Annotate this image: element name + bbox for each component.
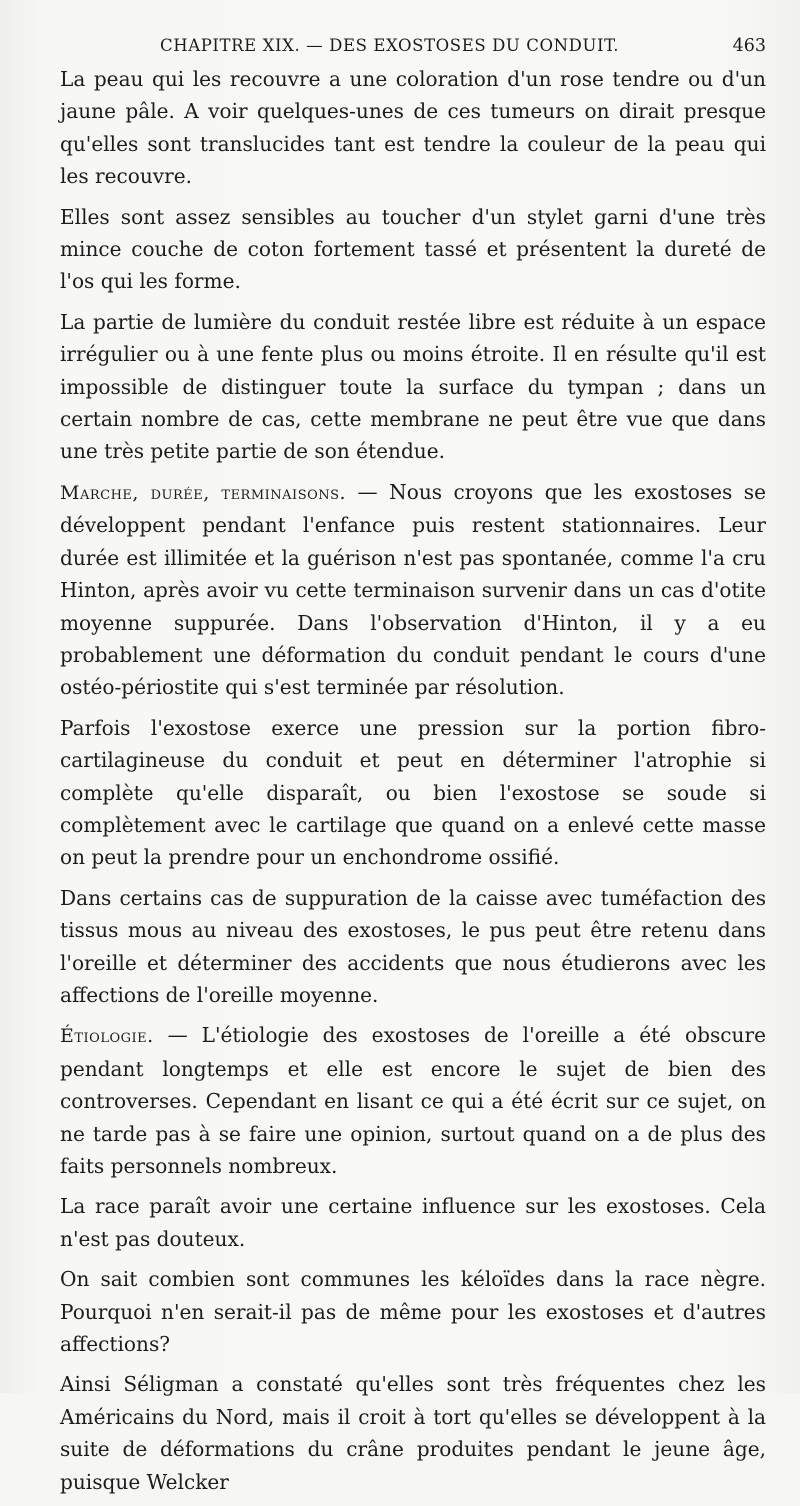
paragraph-etiologie: [60, 1019, 766, 1182]
paragraph-seligman: [60, 1368, 766, 1498]
paragraph-pression: [60, 712, 766, 874]
section-heading-etiologie: Étiologie.: [60, 1025, 154, 1048]
paragraph-text: Parfois l'exostose exerce une pression sur la portion fibro-cartilagineuse du conduit et peut en déterminer l'atrophie si complète qu'elle disparaît, ou bien l'exostose se soude si complètement avec le cartilage que quand on a enlevé cette masse on peut la prendre pour un enchondrome ossifié.: [60, 715, 766, 870]
paragraph-text: La race paraît avoir une certaine influence sur les exostoses. Cela n'est pas douteux.: [60, 1194, 766, 1251]
section-heading-marche: Marche, durée, terminaisons.: [60, 481, 347, 504]
paragraph-text: — Nous croyons que les exostoses se développent pendant l'enfance puis restent stationnaires. Leur durée est illimitée et la guérison n'est pas spontanée, comme l'a cru Hinton, après avoir vu cette terminaison survenir dans un cas d'otite moyenne suppurée. Dans l'observation d'Hinton, il y a eu probablement une déformation du conduit pendant le cours d'une ostéo-périostite qui s'est terminée par résolution.: [60, 479, 766, 700]
paragraph-sensitivity: [60, 201, 766, 298]
paragraph-text: Dans certains cas de suppuration de la caisse avec tuméfaction des tissus mous au niveau des exostoses, le pus peut être retenu dans l'oreille et déterminer des accidents que nous étudierons avec les affections de l'oreille moyenne.: [60, 885, 766, 1007]
paragraph-race: [60, 1190, 766, 1255]
paragraph-lumen: [60, 306, 766, 468]
paragraph-text: — L'étiologie des exostoses de l'oreille a été obscure pendant longtemps et elle est encore le sujet de bien des controverses. Cependant en lisant ce qui a été écrit sur ce sujet, on ne tarde pas à se faire une opinion, surtout quand on a de plus des faits personnels nombreux.: [60, 1023, 766, 1178]
paragraph-marche: [60, 476, 766, 704]
paragraph-suppuration: [60, 882, 766, 1012]
running-head: CHAPITRE XIX. — DES EXOSTOSES DU CONDUIT.: [160, 36, 620, 55]
paragraph-text: La peau qui les recouvre a une coloration d'un rose tendre ou d'un jaune pâle. A voir quelques-unes de ces tumeurs on dirait presque qu'elles sont translucides tant est tendre la couleur de la peau qui les recouvre.: [60, 67, 766, 189]
paragraph-text: La partie de lumière du conduit restée libre est réduite à un espace irrégulier ou à une fente plus ou moins étroite. Il en résulte qu'il est impossible de distinguer toute la surface du tympan ; dans un certain nombre de cas, cette membrane ne peut être vue que dans une très petite partie de son étendue.: [60, 309, 766, 464]
paragraph-text: On sait combien sont communes les kéloïdes dans la race nègre. Pourquoi n'en serait-il pas de même pour les exostoses et d'autres affections?: [60, 1267, 766, 1357]
paragraph-text: Elles sont assez sensibles au toucher d'un stylet garni d'une très mince couche de coton fortement tassé et présentent la dureté de l'os qui les forme.: [60, 204, 766, 294]
paragraph-skin-color: [60, 63, 766, 193]
page-number: 463: [732, 36, 766, 56]
paragraph-text: Ainsi Séligman a constaté qu'elles sont très fréquentes chez les Américains du Nord, mais il croit à tort qu'elles se développent à la suite de déformations du crâne produites pendant le jeune âge, puisque Welcker: [60, 1372, 766, 1494]
paragraph-keloides: [60, 1263, 766, 1360]
page-header: [60, 36, 766, 58]
body-text: [60, 63, 766, 1506]
